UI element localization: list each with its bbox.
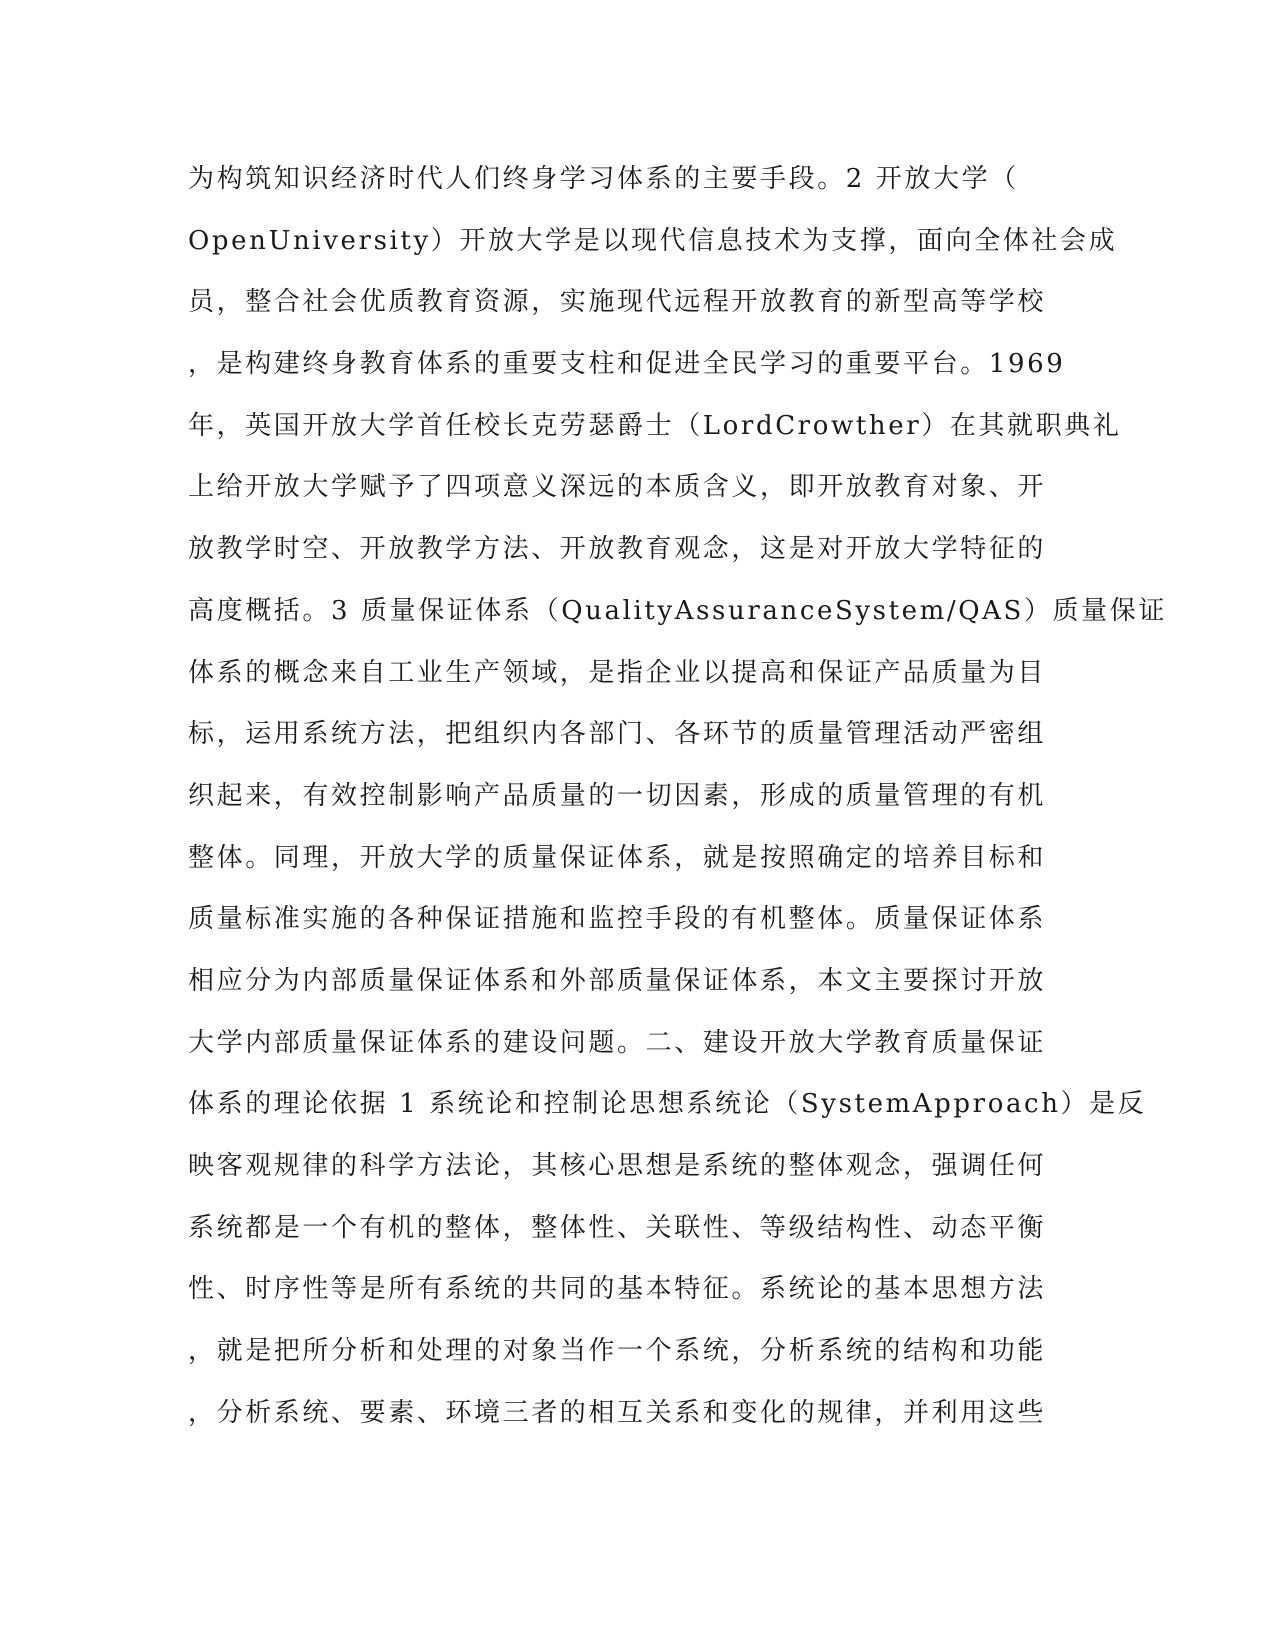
text-line: 体系的概念来自工业生产领域，是指企业以提高和保证产品质量为目 [188, 657, 1047, 688]
text-line: ，是构建终身教育体系的重要支柱和促进全民学习的重要平台。1969 [188, 349, 1066, 380]
text-line: 映客观规律的科学方法论，其核心思想是系统的整体观念，强调任何 [188, 1151, 1047, 1181]
text-line: 质量标准实施的各种保证措施和监控手段的有机整体。质量保证体系 [188, 904, 1047, 935]
text-line: 性、时序性等是所有系统的共同的基本特征。系统论的基本思想方法 [188, 1274, 1047, 1305]
text-line: 高度概括。3 质量保证体系（QualityAssuranceSystem/QAS）质量保证 [188, 595, 1167, 626]
text-line: 大学内部质量保证体系的建设问题。二、建设开放大学教育质量保证 [188, 1027, 1047, 1058]
text-line: 相应分为内部质量保证体系和外部质量保证体系，本文主要探讨开放 [188, 965, 1047, 996]
text-line: 上给开放大学赋予了四项意义深远的本质含义，即开放教育对象、开 [188, 472, 1047, 503]
body-text [188, 160, 1167, 1455]
text-line: 为构筑知识经济时代人们终身学习体系的主要手段。2 开放大学（ [188, 164, 1019, 194]
text-line: 系统都是一个有机的整体，整体性、关联性、等级结构性、动态平衡 [188, 1212, 1047, 1243]
text-line: 年，英国开放大学首任校长克劳瑟爵士（LordCrowther）在其就职典礼 [188, 410, 1122, 441]
text-line: ，分析系统、要素、环境三者的相互关系和变化的规律，并利用这些 [188, 1397, 1047, 1428]
text-line: 体系的理论依据 1 系统论和控制论思想系统论（SystemApproach）是反 [188, 1089, 1147, 1120]
text-line: 整体。同理，开放大学的质量保证体系，就是按照确定的培养目标和 [188, 842, 1047, 873]
text-line: OpenUniversity）开放大学是以现代信息技术为支撑，面向全体社会成 [188, 225, 1118, 256]
text-line: 员，整合社会优质教育资源，实施现代远程开放教育的新型高等学校 [188, 287, 1047, 318]
text-line: ，就是把所分析和处理的对象当作一个系统，分析系统的结构和功能 [188, 1336, 1047, 1367]
text-line: 标，运用系统方法，把组织内各部门、各环节的质量管理活动严密组 [188, 719, 1047, 750]
text-line: 织起来，有效控制影响产品质量的一切因素，形成的质量管理的有机 [188, 780, 1047, 811]
text-line: 放教学时空、开放教学方法、开放教育观念，这是对开放大学特征的 [188, 534, 1047, 565]
